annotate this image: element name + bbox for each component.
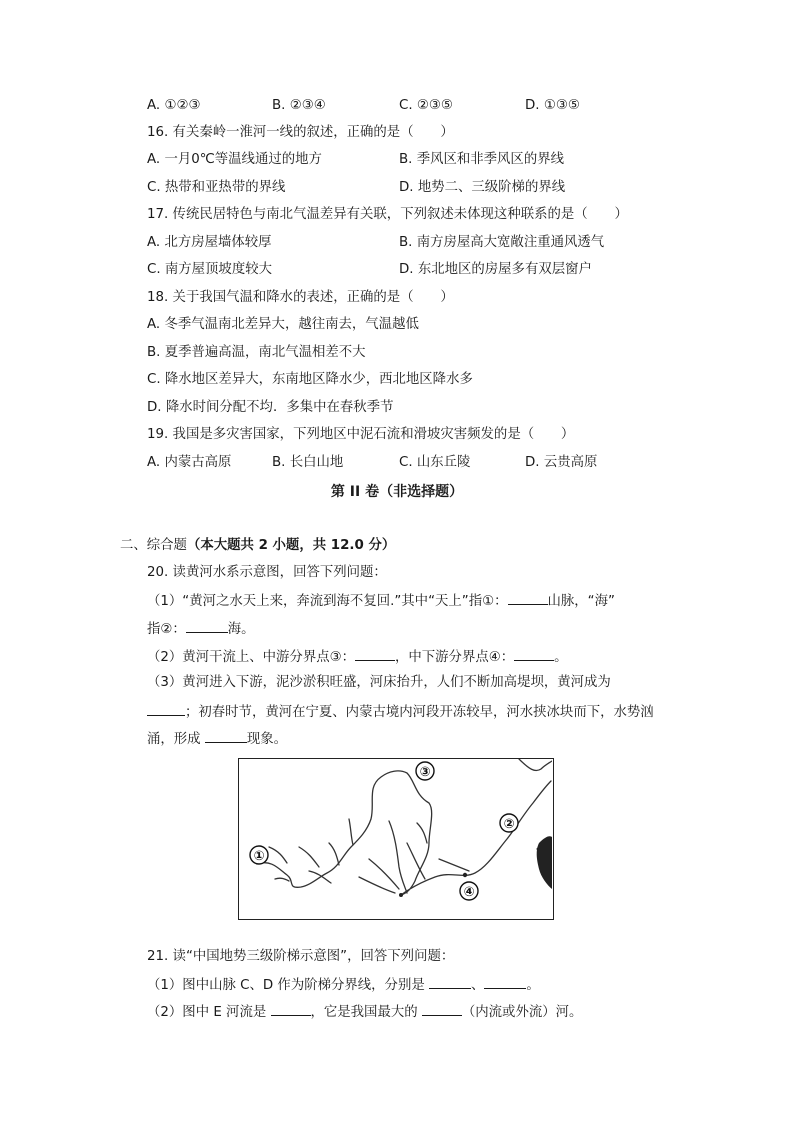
q19-option-a: A. 内蒙古高原 — [147, 455, 232, 470]
section2-note: （本大题共 2 小题，共 12.0 分） — [186, 538, 396, 553]
q20-stem: 20. 读黄河水系示意图，回答下列问题： — [147, 565, 387, 580]
yellow-river-map — [238, 758, 554, 920]
q21-p2-text-b: ，它是我国最大的 — [310, 1005, 418, 1020]
q18-option-c: C. 降水地区差异大，东南地区降水少，西北地区降水多 — [147, 372, 473, 387]
part2-title: 第 II 卷（非选择题） — [330, 484, 464, 500]
q17-stem: 17. 传统民居特色与南北气温差异有关联，下列叙述未体现这种联系的是（ ） — [147, 207, 628, 222]
q15-option-d: D. ①③⑤ — [525, 98, 580, 113]
q20-blank-6[interactable] — [205, 729, 247, 743]
q17-option-a: A. 北方房屋墙体较厚 — [147, 235, 272, 250]
q21-blank-3[interactable] — [271, 1002, 311, 1016]
q18-option-a: A. 冬季气温南北差异大，越往南去，气温越低 — [147, 317, 419, 332]
q17-option-b: B. 南方房屋高大宽敞注重通风透气 — [399, 235, 605, 250]
q20-part3-line1: （3）黄河进入下游，泥沙淤积旺盛，河床抬升，人们不断加高堤坝，黄河成为 — [147, 675, 611, 690]
q21-p2-text-a: （2）图中 E 河流是 — [147, 1005, 267, 1020]
map-label-3: ③ — [419, 765, 431, 780]
q20-blank-1[interactable] — [508, 591, 548, 605]
q21-p1-text-a: （1）图中山脉 C、D 作为阶梯分界线，分别是 — [147, 978, 425, 993]
q20-p3-text-c: 涌，形成 — [147, 732, 201, 747]
q15-option-c: C. ②③⑤ — [399, 98, 453, 113]
peninsula-shape — [537, 836, 552, 889]
q16-option-b: B. 季风区和非季风区的界线 — [399, 152, 564, 167]
q15-option-b: B. ②③④ — [272, 98, 326, 113]
q16-option-d: D. 地势二、三级阶梯的界线 — [399, 180, 566, 195]
q16-option-a: A. 一月0℃等温线通过的地方 — [147, 152, 322, 167]
q15-option-a: A. ①②③ — [147, 98, 201, 113]
q20-part3-line3 — [147, 729, 287, 749]
q20-p1-text-a: （1）“黄河之水天上来，奔流到海不复回.”其中“天上”指①： — [147, 594, 508, 609]
q20-p1-text-c: 指②： — [147, 622, 186, 637]
q17-option-d: D. 东北地区的房屋多有双层窗户 — [399, 262, 592, 277]
q21-blank-4[interactable] — [422, 1002, 462, 1016]
section2-label: 二、综合题 — [120, 538, 187, 553]
q19-option-c: C. 山东丘陵 — [399, 455, 471, 470]
q19-option-b: B. 长白山地 — [272, 455, 344, 470]
q21-stem: 21. 读“中国地势三级阶梯示意图”，回答下列问题： — [147, 949, 455, 964]
map-label-4: ④ — [463, 885, 475, 900]
q20-p1-text-b: 山脉，“海” — [547, 594, 615, 609]
q20-blank-4[interactable] — [514, 647, 554, 661]
q20-p3-text-b: ；初春时节，黄河在宁夏、内蒙古境内河段开冻较早，河水挟冰块而下，水势汹 — [185, 705, 654, 720]
q20-blank-2[interactable] — [186, 619, 228, 633]
q21-blank-1[interactable] — [429, 975, 471, 989]
q20-blank-3[interactable] — [355, 647, 395, 661]
q19-stem: 19. 我国是多灾害国家，下列地区中泥石流和滑坡灾害频发的是（ ） — [147, 427, 575, 442]
q20-part2 — [147, 647, 568, 667]
q16-stem: 16. 有关秦岭一淮河一线的叙述，正确的是（ ） — [147, 125, 454, 140]
section2-heading — [120, 537, 395, 555]
q20-blank-5[interactable] — [147, 702, 185, 716]
q18-stem: 18. 关于我国气温和降水的表述，正确的是（ ） — [147, 290, 454, 305]
q20-p2-text-a: （2）黄河干流上、中游分界点③： — [147, 650, 355, 665]
q20-part1-line2 — [147, 619, 255, 639]
q21-part1 — [147, 975, 540, 995]
q20-p2-text-c: 。 — [554, 650, 568, 665]
q17-option-c: C. 南方屋顶坡度较大 — [147, 262, 272, 277]
q21-part2 — [147, 1002, 582, 1022]
map-point-4-dot — [463, 873, 467, 877]
q20-part1-line1 — [147, 591, 615, 611]
q19-option-d: D. 云贵高原 — [525, 455, 598, 470]
q16-option-c: C. 热带和亚热带的界线 — [147, 180, 286, 195]
map-label-1: ① — [253, 849, 265, 864]
q21-blank-2[interactable] — [484, 975, 526, 989]
q20-p3-text-d: 现象。 — [246, 732, 287, 747]
q20-p1-text-d: 海。 — [227, 622, 255, 637]
q21-p2-text-c: （内流或外流）河。 — [461, 1005, 583, 1020]
q18-option-b: B. 夏季普遍高温，南北气温相差不大 — [147, 345, 366, 360]
q20-p2-text-b: ，中下游分界点④： — [395, 650, 515, 665]
q21-p1-text-c: 。 — [526, 978, 540, 993]
q18-option-d: D. 降水时间分配不均．多集中在春秋季节 — [147, 400, 394, 415]
q21-p1-text-b: 、 — [471, 978, 485, 993]
map-label-2: ② — [503, 817, 515, 832]
map-point-lanzhou — [399, 893, 403, 897]
q20-part3-line2 — [147, 702, 654, 722]
coastline — [519, 759, 552, 771]
yellow-river-main — [257, 771, 551, 895]
